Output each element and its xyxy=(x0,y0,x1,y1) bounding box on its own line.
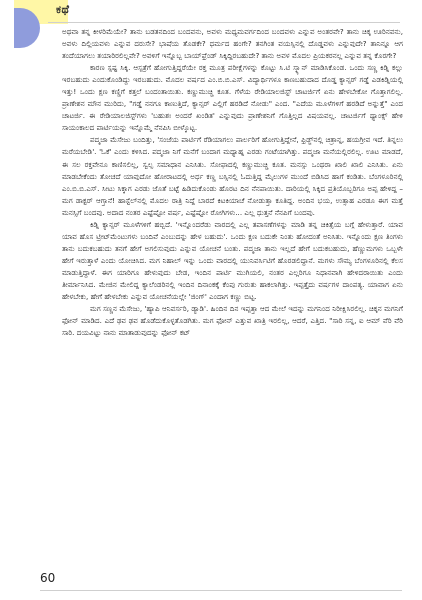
header-divider xyxy=(48,22,400,23)
running-header-title: ಕಥೆ xyxy=(56,3,70,16)
footer-divider xyxy=(40,590,402,591)
paragraph: ಕಾರಣ ಸ್ಪಷ್ಟ ಸಿಕ್ಕಿ. ಆಸ್ಪತ್ರೆಗೆ ಹೋಗುತ್ತಿದ್ದರೆಯೇ ರಕ್ತ ಮೂತ್ರ ಪರೀಕ್ಷೆಗಳನ್ನು ಕೊಟ್ಟು ಸಿ.ಟಿ ಸ್ಕ್ಯಾನ್ ಮಾಡಿಸಿಕೊಂಡ. ಒಂದು ಸಣ್ಣ ಕಿಡ್ನಿ ಕಲ್ಲು ಇರಬಹುದು ಎಂದುಕೊಂಡಿದ್ದು ಇರಬಹುದು. ಮೊದಲ ವರ್ಷದ ಎಂ.ಬಿ.ಬಿ.ಎಸ್. ವಿದ್ಯಾರ್ಥಿಗಳೂ ಕಾಣಬಹುದಾದ ದೊಡ್ಡ ಕ್ಯಾನ್ಸರ್ ಗಡ್ಡೆ ಎಡಕಿಡ್ನಿಯಲ್ಲಿ ಇತ್ತು! ಒಂದು ಕ್ಷಣ ಕಣ್ಣಿಗೆ ಕತ್ತಲೆ ಬಂದಂತಾಯಿತು. ಕಣ್ಣುಮುಚ್ಚಿ ಕೂತ. ಗೆಳೆಯ ರೇಡಿಯಾಲಜಿಸ್ಟ್ ಚಾಟರ್ಜಿಗೆ ಏನು ಹೇಳಬೇಕೋ ಗೊತ್ತಾಗಲಿಲ್ಲ. ಪ್ರಾಣೇಶನ ಮೌನ ಮುರಿದು, "ಗಡ್ಡೆ ನನಗೂ ಕಾಣುತ್ತಿದೆ, ಕ್ಯಾನ್ಸರ್ ಎಲ್ಲಿಗೆ ಹರಡಿದೆ ನೋಡು" ಎಂದ. "ಎದೆಯ ಮೂಳೆಗಳಿಗೆ ಹರಡಿದೆ ಅನ್ನುತ್ತೆ" ಎಂದ ಚಾಟರ್ಜಿ. ಈ ರೇಡಿಯಾಲಜಿಸ್ಟ್‌ಗಳು 'ಬಹುಶಃ ಅಂದರೆ ಖಂಡಿತ' ಎನ್ನುವುದು ಪ್ರಾಣೇಶನಿಗೆ ಗೊತ್ತಿಲ್ಲದ ವಿಷಯವಲ್ಲ. ಚಾಟರ್ಜಿಗೆ ಥ್ಯಾಂಕ್ಸ್ ಹೇಳಿ ಸಾಯಂಕಾಲದ ಪಾರ್ಟಿಯನ್ನು ಇನ್ನೊಮ್ಮೆ ನೆನಪಿಸಿ ಬೀಳ್ಕೊಟ್ಟ. xyxy=(62,63,403,133)
paragraph: ಅಥವಾ ತನ್ನ ಕೀಳರಿಮೆಯೇ? ತಾನು ಬಡತನದಿಂದ ಬಂದವನು, ಅವಳು ಮಧ್ಯಮವರ್ಗದಿಂದ ಬಂದವಳು ಎನ್ನುವ ಅಂತರವೇ? ತಾನು ಚಿಕ್ಕ ಊರಿನವನು, ಅವಳು ದಿಲ್ಲಿಯವಳು ಎನ್ನುವ ದರುಸೇ? ಭಾಷೆಯ ತೊಡಕೇ? ಧರ್ಮದ ಹಂಗೇ? ತನಗಿಂತ ವಯಸ್ಸಿನಲ್ಲಿ ದೊಡ್ಡವಳು ಎನ್ನುವುದೇ? ತಾನಿನ್ನೂ ಆಗ ತಂದೆಯಾಗಲು ತಯಾರಿರಲಿಲ್ಲವೇ? ಅವಳಿಗೆ ಇನ್ನೊಬ್ಬ ಬಾಯ್‌ಫ್ರೆಂಡ್ ಸಿಕ್ಕಿದ್ದಿರಬಹುದೇ? ತಾನು ಅವಳ ಮೊದಲ ಪ್ರಿಯಕರನಲ್ಲ ಎನ್ನುವ ತನ್ನ ಕೊರಗೇ? xyxy=(62,27,403,61)
body-text-column xyxy=(62,26,403,339)
paragraph: ಮಗ ಸಣ್ಣನ ಮೆಸೇಜು, 'ಹ್ಯಾಪಿ ಆನಿವರ್ಸರಿ, ಡ್ಯಾಡಿ'. ಹಿಂದಿನ ದಿನ ಇಪ್ಪತ್ತಾ ಆದ ಮೇಲೆ ಇದನ್ನು ಮಗನಿಂದ ನಿರೀಕ್ಷಿಸಿರಲಿಲ್ಲ. ಚಿಕ್ಕನ ಮಗನಿಗೆ ಫೋನ್ ಮಾಡಿದ. ಎದೆ ಢವ ಢವ ಹೊಡೆದುಕೊಳ್ಳತೊಡಗಿತು. ಮಗ ಫೋನ್ ಎತ್ತುವ ಖಾತ್ರಿ ಇರಲಿಲ್ಲ, ಆದರೆ, ಎತ್ತಿದ. "ಸಾರಿ ಸನ್ನ, ಐ ಆಮ್ ವೆರಿ ವೆರಿ ಸಾರಿ. ದಯವಿಟ್ಟು ನಾನು ಮಾತಾಡುವುದನ್ನು ಫೋನ್ ಕಟ್ xyxy=(62,304,403,338)
paragraph: ಪದ್ಮಜಾ ಮೆಸೇಜು ಬಂದಿತ್ತು, 'ಸಂಜೆಯ ಪಾರ್ಟಿಗೆ ರೆಡಿಯಾಗಲು ಪಾರ್ಲರಿಗೆ ಹೋಗುತ್ತಿದ್ದೇನೆ, ಫ್ರಿಡ್ಜ್‌ನಲ್ಲಿ ಚಿತ್ರಾನ್ನ, ಹಯಗ್ರೀವ ಇದೆ. ತಿನ್ನಲು ಮರೆಯಬೇಡಿ'. 'ಓಕೆ' ಎಂದು ಕಳಿಸಿದ. ಪದ್ಮಜಾ ನಿಗೆ ಮನೆಗೆ ಬಂದಾಗ ಮಧ್ಯಾಹ್ನ ಎರಡು ಗಂಟೆಯಾಗಿತ್ತು. ಪದ್ಮಜಾ ಮನೆಯಲ್ಲಿರಲಿಲ್ಲ. ಊಟ ಮಾಡದೆ, ಈ ಸಲ ರಕ್ತವೇನೂ ಕಾಣಿಸಲಿಲ್ಲ, ಸ್ವಲ್ಪ ಸಮಾಧಾನ ಎನಿಸಿತು. ಸೋಫಾದಲ್ಲಿ ಕಣ್ಣುಮುಚ್ಚಿ ಕೂತ. ಮನಸ್ಸು ಒಂಥರಾ ಖಾಲಿ ಖಾಲಿ ಎನಿಸಿತು. ಏನು ಮಾಡಬೇಕೆಂದು ತೋಚದೆ ಯಾವುದೋ ಹೋರಾಟದಲ್ಲಿ ಅರ್ಧ ಕಣ್ಣ ಬಸ್ಸಿನಲ್ಲಿ ಓದುತ್ತಿದ್ದ ಮೈಲುಗಳ ಮುಂದೆ ಬಿಡಿಸಿದ ಹಾಗೆ ಕಂಡಿತು. ಬೆಂಗಳೂರಿನಲ್ಲಿ ಎಂ.ಬಿ.ಬಿ.ಎಸ್. ಸೀಟು ಸಿಕ್ಕಾಗ ಎರಡು ಜೊತೆ ಬಟ್ಟೆ ಹಿಡಿದುಕೊಂಡು ಹೊರಟ ದಿನ ನೆನಪಾಯಿತು. ದಾರಿಯಲ್ಲಿ ಸಿಕ್ಕಿದ ಪ್ರತಿಯೊಬ್ಬರಿಗೂ ಅಪ್ಪ ಹೇಳಿದ್ದ – ಮಗ ಡಾಕ್ಟರ್ ಆಗ್ತಾನೆ! ಹಾಸ್ಟೆಲ್‌ನಲ್ಲಿ ಮೊದಲ ರಾತ್ರಿ ನಿದ್ದೆ ಬಾರದೆ ಕಿಟಕಿಯಾಚೆ ನೋಡುತ್ತಾ ಕೂತಿದ್ದ. ಅಂದಿನ ಭಯ, ಉತ್ಸಾಹ ಎರಡೂ ಈಗ ಮತ್ತೆ ಮನಸ್ಸಿಗೆ ಬಂದವು. ಅದಾದ ನಂತರ ಎಷ್ಟೆಷ್ಟೋ ವರ್ಷ, ಎಷ್ಟೆಷ್ಟೋ ರೋಗಿಗಳು... ಎಲ್ಲ ಧುತ್ತನೆ ನೆನಪಿಗೆ ಬಂದವು. xyxy=(62,135,403,217)
left-margin xyxy=(0,0,14,600)
page-number: 60 xyxy=(40,571,56,585)
paragraph: ಕಿಡ್ನಿ ಕ್ಯಾನ್ಸರ್ ಮೂಳೆಗಳಿಗೆ ಹಬ್ಬಿದೆ. 'ಇನ್ನೊಂದರೆಡು ವಾರದಲ್ಲಿ ಎಲ್ಲ ತಪಾಸಣೆಗಳನ್ನು ಮಾಡಿ ತನ್ನ ಚಿಕಿತ್ಸೆಯ ಬಗ್ಗೆ ಹೇಳುತ್ತಾರೆ. ಯಾವ ಯಾವ ಹೊಸ ಟ್ರೀಟ್‌ಮೆಂಟುಗಳು ಬಂದಿವೆ ಎಂಬುದನ್ನು ಹೇಳ ಬಹುದು'. ಒಂದು ಕ್ಷಣ ಬದುಕೇ ನಿಂತು ಹೋದಂತೆ ಅನಿಸಿತು. ಇನ್ನೊಂದು ಕ್ಷಣ ತಿಂಗಳು ತಾನು ಬದುಕಬಹುದು ತನಗೆ ಹೇಗೆ ಅಗಲಿಸುವುದು ಎನ್ನುವ ಯೋಚನೆ ಬಂತು. ಪದ್ಮಜಾ ತಾನು ಇಲ್ಲದೆ ಹೇಗೆ ಬದುಕಬಹುದು, ಹೆಣ್ಣುಮಗಳು ಒಬ್ಬಳೇ ಹೇಗೆ ಇರುತ್ತಾಳೆ ಎಂದು ಯೋಚಿಸಿದ. ಮಗ ನಿಹಾಲ್ ಇನ್ನು ಒಂದು ವಾರದಲ್ಲಿ ಯುನಿವರ್ಸಿಟಿಗೆ ಹೊರಡಲಿದ್ದಾನೆ. ಮಗಳು ಸೌಮ್ಯ ಬೆಂಗಳೂರಿನಲ್ಲಿ ಕೆಲಸ ಮಾಡುತ್ತಿದ್ದಾಳೆ. ಈಗ ಯಾರಿಗೂ ಹೇಳುವುದು ಬೇಡ, ಇಂದಿನ ಪಾರ್ಟಿ ಮುಗಿಯಲಿ, ನಂತರ ಎಲ್ಲರಿಗೂ ನಿಧಾನವಾಗಿ ಹೇಳಿದರಾಯಿತು ಎಂದು ತೀರ್ಮಾನಿಸಿದ. ಮೇಜಿನ ಮೇಲಿದ್ದ ಕ್ಯಾಲೆಂಡರಿನಲ್ಲಿ ಇಂದಿನ ದಿನಾಂಕಕ್ಕೆ ಕೆಂಪು ಗುರುತು ಹಾಕಲಾಗಿತ್ತು. ಇಪ್ಪತ್ತೈದು ವರ್ಷಗಳ ದಾಂಪತ್ಯ. ಯಾವಾಗ ಏನು ಹೇಳಬೇಕು, ಹೇಗೆ ಹೇಳಬೇಕು ಎನ್ನುವ ಯೋಚನೆಯಲ್ಲೇ 'ಜಿಂಗ್' ಎಂದಾಗ ಕಣ್ಣು ಬಿಟ್ಟ. xyxy=(62,219,403,302)
